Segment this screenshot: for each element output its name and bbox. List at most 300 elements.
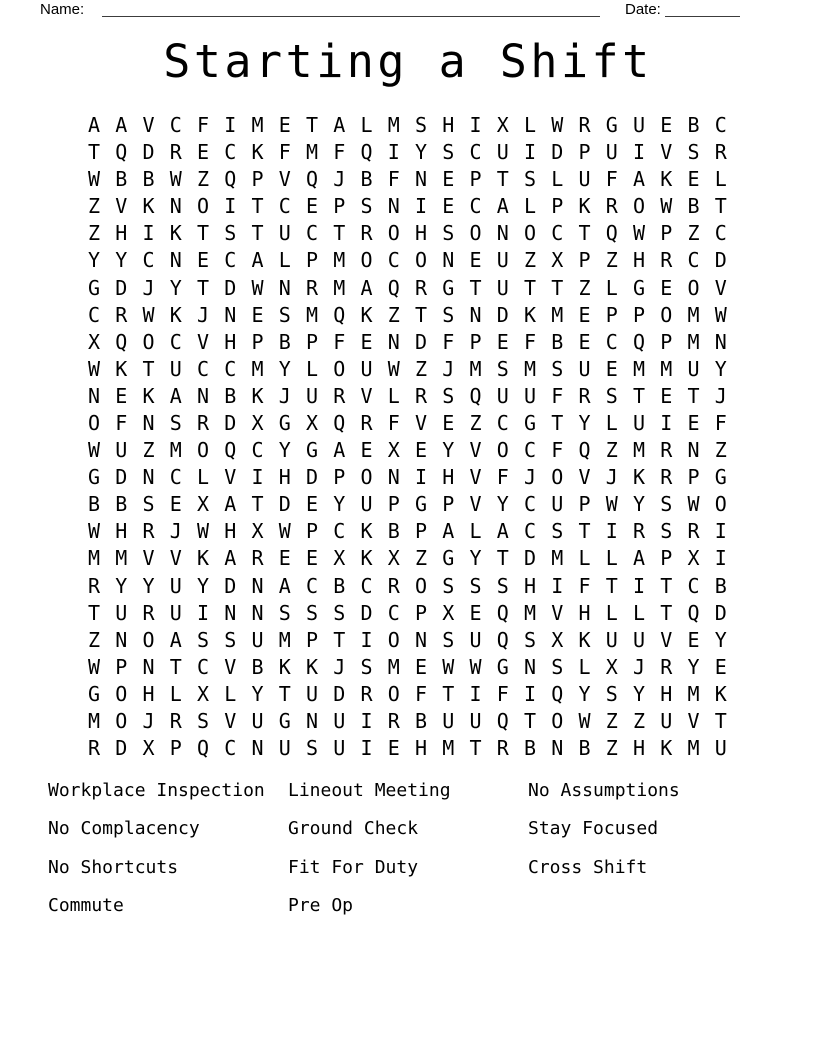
grid-letter: V [414,410,428,435]
grid-letter: B [714,573,727,598]
grid-letter: I [224,112,237,137]
grid-letter: V [660,627,673,652]
grid-letter: G [305,438,319,463]
grid-letter: K [251,383,264,408]
grid-letter: B [142,167,155,192]
grid-letter: C [687,248,700,273]
grid-letter: Y [578,410,591,435]
grid-letter: F [523,329,537,354]
grid-letter: O [687,275,700,300]
grid-letter: R [578,383,591,408]
grid-letter: G [278,410,291,435]
grid-letter: U [496,140,509,165]
grid-letter: T [305,112,319,137]
grid-letter: B [578,736,591,761]
grid-letter: H [224,519,237,544]
grid-letter: H [632,248,646,273]
grid-letter: O [551,465,564,490]
grid-letter: M [87,546,101,571]
grid-letter: U [578,167,591,192]
grid-letter: H [442,465,455,490]
grid-letter: M [660,356,673,381]
grid-letter: R [414,275,428,300]
grid-letter: P [578,140,591,165]
grid-letter: R [496,736,509,761]
grid-letter: A [333,438,346,463]
grid-letter: E [115,383,128,408]
grid-letter: R [305,275,319,300]
grid-letter: N [251,573,264,598]
grid-letter: F [115,410,128,435]
grid-letter: P [387,492,400,517]
grid-letter: O [551,709,564,733]
grid-letter: T [605,573,618,598]
grid-letter: Y [251,681,264,706]
grid-letter: P [632,302,646,327]
grid-letter: L [224,681,237,706]
grid-letter: V [224,709,237,733]
grid-letter: Q [196,736,210,761]
grid-letter: Q [333,302,346,327]
grid-letter: Y [333,492,346,517]
grid-letter: I [632,140,646,165]
grid-letter: L [632,600,646,625]
grid-letter: P [442,492,455,517]
grid-letter: N [387,329,400,354]
grid-letter: X [196,492,210,517]
grid-letter: O [360,248,373,273]
grid-letter: C [523,492,537,517]
grid-letter: L [305,356,319,381]
grid-letter: U [578,356,591,381]
grid-letter: T [660,600,673,625]
grid-letter: V [115,194,128,219]
grid-letter: N [224,302,237,327]
grid-letter: R [660,248,673,273]
grid-letter: V [469,492,482,517]
grid-row [80,301,734,328]
grid-letter: M [333,248,346,273]
grid-row [80,653,734,680]
grid-letter: C [169,112,182,137]
grid-letter: T [251,492,264,517]
grid-letter: T [523,275,537,300]
grid-letter: R [687,519,700,544]
grid-letter: O [387,221,400,246]
grid-letter: K [115,356,128,381]
grid-letter: O [196,194,210,219]
grid-letter: O [414,248,428,273]
grid-letter: R [660,465,673,490]
grid-row [80,735,734,762]
grid-letter: B [278,329,291,354]
grid-letter: L [360,112,373,137]
grid-letter: A [251,248,264,273]
grid-letter: C [714,221,727,246]
grid-letter: Q [551,681,564,706]
grid-letter: U [523,383,537,408]
grid-letter: U [115,438,128,463]
grid-letter: K [578,194,591,219]
grid-letter: O [142,329,155,354]
grid-letter: E [469,600,482,625]
grid-letter: A [115,112,128,137]
date-input-line[interactable] [665,0,740,17]
grid-letter: U [496,275,509,300]
grid-letter: Y [687,654,700,679]
grid-letter: O [196,438,210,463]
grid-letter: Z [605,438,618,463]
grid-letter: R [169,140,182,165]
grid-letter: T [87,140,101,165]
grid-letter: S [551,654,564,679]
grid-letter: E [414,438,428,463]
grid-letter: W [442,654,455,679]
grid-letter: J [333,167,346,192]
grid-letter: M [387,112,400,137]
grid-letter: R [360,410,373,435]
grid-row [80,111,734,138]
word-list-item: No Complacency [48,818,200,840]
grid-letter: F [387,167,400,192]
grid-letter: N [387,465,400,490]
grid-letter: U [632,112,646,137]
grid-letter: M [523,600,537,625]
word-list-item: Lineout Meeting [288,780,451,801]
grid-letter: C [523,519,537,544]
puzzle-grid [80,111,734,761]
grid-letter: J [333,654,346,679]
grid-letter: N [305,709,319,733]
grid-letter: C [196,654,210,679]
grid-letter: T [551,275,564,300]
grid-letter: N [387,194,400,219]
grid-letter: X [251,519,264,544]
grid-letter: S [224,221,237,246]
grid-letter: R [605,194,618,219]
grid-letter: O [632,194,646,219]
grid-letter: W [87,654,101,679]
grid-letter: O [496,438,509,463]
grid-letter: E [687,167,700,192]
name-input-line[interactable] [102,0,600,17]
grid-letter: Z [605,248,618,273]
grid-letter: M [333,275,346,300]
word-list-item: Pre Op [288,895,354,917]
grid-letter: U [333,736,346,761]
grid-letter: E [360,329,373,354]
grid-letter: U [469,709,482,733]
grid-letter: Q [224,438,237,463]
grid-letter: N [714,329,727,354]
grid-letter: R [196,410,210,435]
grid-letter: T [578,519,591,544]
grid-letter: W [387,356,400,381]
grid-letter: U [632,410,646,435]
grid-letter: O [523,221,537,246]
word-list-item: Cross Shift [528,856,648,878]
grid-letter: D [115,736,128,761]
grid-letter: I [387,140,400,165]
grid-letter: C [142,248,155,273]
grid-letter: V [196,329,210,354]
grid-letter: U [251,627,264,652]
grid-letter: A [169,383,182,408]
grid-row [80,464,734,491]
grid-letter: M [551,546,564,571]
grid-row [80,491,734,518]
grid-letter: C [605,329,618,354]
grid-letter: V [714,275,727,300]
grid-letter: R [387,573,400,598]
grid-letter: Q [496,600,509,625]
grid-letter: T [714,709,727,733]
grid-letter: H [142,681,155,706]
grid-letter: I [469,112,482,137]
grid-letter: F [278,140,291,165]
grid-letter: Z [714,438,727,463]
grid-row [80,220,734,247]
grid-letter: L [523,112,537,137]
grid-letter: U [632,627,646,652]
grid-letter: M [387,654,400,679]
grid-letter: F [605,167,618,192]
grid-letter: S [523,167,537,192]
grid-letter: T [196,221,210,246]
grid-letter: S [278,302,291,327]
word-list-item: No Assumptions [528,780,680,801]
grid-letter: Z [605,709,618,733]
grid-letter: N [469,302,482,327]
grid-letter: S [196,709,210,733]
grid-letter: D [115,465,128,490]
puzzle-title: Starting a Shift [163,35,653,88]
grid-letter: U [469,627,482,652]
grid-letter: Y [196,573,210,598]
word-list-item: Commute [48,895,124,917]
grid-letter: A [632,546,646,571]
grid-letter: Q [387,275,400,300]
grid-letter: E [414,654,428,679]
grid-letter: R [714,140,727,165]
grid-letter: Z [87,627,101,652]
grid-letter: Y [442,438,455,463]
grid-letter: C [305,573,319,598]
grid-letter: U [714,736,727,761]
grid-letter: P [578,248,591,273]
grid-letter: I [251,465,264,490]
grid-row [80,166,734,193]
grid-letter: D [224,275,237,300]
grid-letter: I [523,681,537,706]
grid-row [80,193,734,220]
grid-letter: I [551,573,564,598]
grid-letter: S [442,383,455,408]
grid-letter: I [360,709,373,733]
grid-letter: D [414,329,428,354]
grid-letter: O [660,302,673,327]
grid-letter: O [387,681,400,706]
grid-letter: R [387,709,400,733]
grid-letter: Q [632,329,646,354]
grid-letter: X [305,410,319,435]
grid-letter: U [605,627,618,652]
grid-letter: P [660,546,673,571]
grid-letter: C [333,519,346,544]
grid-letter: K [169,302,182,327]
grid-letter: P [333,194,346,219]
grid-letter: E [305,546,319,571]
grid-letter: N [251,600,264,625]
grid-row [80,409,734,436]
grid-letter: N [169,194,182,219]
grid-letter: M [305,140,319,165]
grid-letter: Y [278,356,291,381]
grid-letter: I [660,410,673,435]
grid-letter: W [469,654,482,679]
grid-letter: E [278,546,291,571]
grid-letter: K [714,681,727,706]
grid-letter: A [87,112,101,137]
grid-row [80,707,734,734]
grid-letter: P [414,600,428,625]
grid-letter: S [169,410,182,435]
grid-letter: P [305,519,319,544]
grid-row [80,599,734,626]
grid-letter: T [169,654,182,679]
grid-letter: K [360,546,373,571]
grid-letter: C [496,410,509,435]
grid-letter: F [551,383,564,408]
grid-letter: S [442,627,455,652]
grid-letter: E [714,654,727,679]
grid-letter: K [660,167,673,192]
grid-letter: C [169,329,182,354]
grid-letter: O [714,492,727,517]
grid-letter: Y [87,248,101,273]
grid-letter: R [87,736,101,761]
grid-letter: S [360,194,373,219]
grid-letter: N [142,465,155,490]
grid-letter: Y [632,492,646,517]
grid-letter: C [87,302,101,327]
grid-letter: C [387,600,400,625]
grid-letter: G [87,275,101,300]
grid-letter: Q [578,438,591,463]
grid-letter: C [551,221,564,246]
grid-letter: T [523,709,537,733]
grid-letter: Z [142,438,155,463]
grid-letter: R [360,221,373,246]
grid-letter: Q [115,329,128,354]
grid-letter: X [142,736,155,761]
grid-letter: G [414,492,428,517]
grid-letter: S [496,356,509,381]
grid-letter: G [605,112,618,137]
grid-letter: L [605,275,618,300]
grid-letter: N [251,736,264,761]
grid-letter: X [251,410,264,435]
grid-letter: Y [169,275,182,300]
grid-letter: X [442,600,455,625]
grid-letter: E [496,329,509,354]
grid-letter: U [605,140,618,165]
grid-letter: Q [115,140,128,165]
grid-letter: E [469,248,482,273]
grid-letter: X [551,248,564,273]
grid-letter: V [224,654,237,679]
grid-letter: T [142,356,155,381]
grid-letter: D [714,600,727,625]
grid-letter: I [632,573,646,598]
grid-letter: K [632,465,646,490]
grid-letter: Y [714,627,727,652]
grid-letter: L [551,167,564,192]
grid-letter: W [142,302,155,327]
grid-letter: O [115,709,128,733]
grid-letter: D [360,600,373,625]
grid-letter: F [551,438,564,463]
grid-letter: Y [469,546,482,571]
grid-letter: X [387,438,400,463]
grid-letter: V [142,546,155,571]
grid-letter: T [578,221,591,246]
grid-letter: M [632,356,646,381]
grid-letter: T [87,600,101,625]
grid-letter: T [660,573,673,598]
grid-letter: S [305,600,319,625]
grid-letter: M [632,438,646,463]
grid-letter: B [523,736,537,761]
grid-letter: E [578,302,591,327]
grid-row [80,328,734,355]
grid-letter: N [142,654,155,679]
grid-letter: U [333,709,346,733]
grid-letter: C [224,356,237,381]
grid-letter: M [305,302,319,327]
grid-letter: K [305,654,319,679]
grid-letter: Q [333,410,346,435]
grid-letter: V [578,465,591,490]
grid-letter: Z [196,167,210,192]
grid-letter: T [496,167,509,192]
grid-letter: B [551,329,564,354]
grid-letter: S [360,654,373,679]
grid-letter: P [687,465,700,490]
grid-letter: A [333,112,346,137]
grid-letter: M [278,627,291,652]
grid-letter: O [414,573,428,598]
grid-letter: L [605,546,618,571]
grid-letter: T [687,383,700,408]
grid-letter: I [142,221,155,246]
grid-letter: Q [224,167,237,192]
grid-letter: S [469,573,482,598]
grid-row [80,680,734,707]
grid-letter: M [251,112,264,137]
grid-letter: N [87,383,101,408]
grid-letter: N [115,627,128,652]
grid-letter: U [169,573,182,598]
grid-letter: K [360,302,373,327]
grid-letter: E [660,383,673,408]
grid-letter: H [660,681,673,706]
grid-letter: K [251,140,264,165]
grid-letter: N [496,221,509,246]
grid-letter: Z [632,709,646,733]
grid-letter: V [169,546,182,571]
grid-letter: Y [714,356,727,381]
